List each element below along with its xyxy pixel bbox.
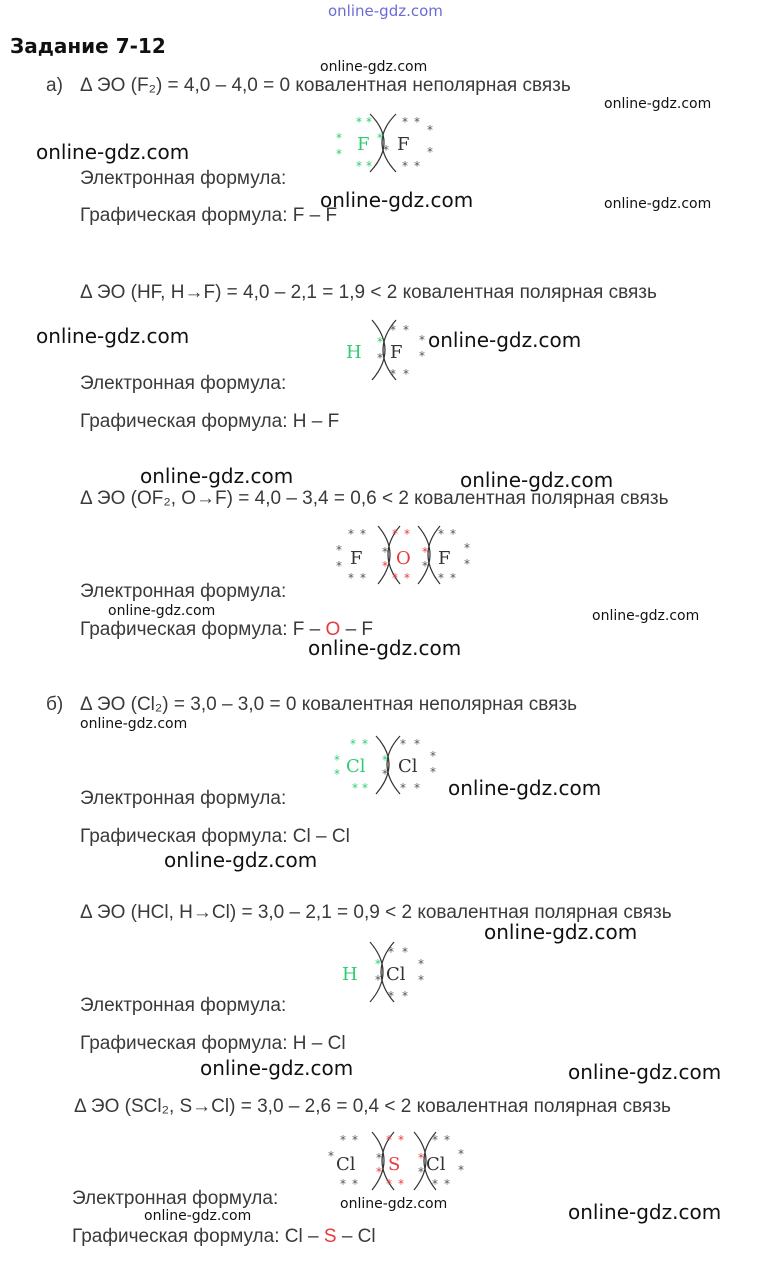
electron: * bbox=[400, 737, 406, 751]
atom-cl: Cl bbox=[386, 964, 406, 985]
electron: * bbox=[398, 1133, 404, 1147]
electron: * bbox=[418, 1151, 424, 1165]
electron: * bbox=[352, 1133, 358, 1147]
electron: * bbox=[388, 989, 394, 1003]
graphic-label: Графическая формула: bbox=[72, 1226, 280, 1247]
electron: * bbox=[419, 349, 425, 363]
electron: * bbox=[450, 527, 456, 541]
cl2-electronic-label: Электронная формула: bbox=[80, 788, 287, 809]
atom-cl: Cl bbox=[426, 1154, 446, 1175]
electron: * bbox=[418, 973, 424, 987]
electron: * bbox=[427, 123, 433, 137]
electron: * bbox=[377, 131, 383, 145]
electron: * bbox=[438, 571, 444, 585]
watermark: online-gdz.com bbox=[164, 848, 318, 872]
electron: * bbox=[386, 1177, 392, 1191]
electron: * bbox=[382, 545, 388, 559]
electron: * bbox=[418, 957, 424, 971]
electron: * bbox=[386, 1133, 392, 1147]
electron: * bbox=[432, 1133, 438, 1147]
electron: * bbox=[414, 159, 420, 173]
electron: * bbox=[388, 945, 394, 959]
atom-s-red: S bbox=[388, 1154, 401, 1175]
scl2-graphic-part3: – Cl bbox=[336, 1226, 376, 1247]
graphic-label: Графическая формула: bbox=[80, 1033, 288, 1054]
electron: * bbox=[356, 115, 362, 129]
electron: * bbox=[398, 1177, 404, 1191]
electron: * bbox=[392, 527, 398, 541]
electron: * bbox=[334, 753, 340, 767]
electron: * bbox=[376, 1165, 382, 1179]
electron: * bbox=[400, 781, 406, 795]
electron: * bbox=[430, 765, 436, 779]
cl2-lewis-diagram bbox=[330, 734, 442, 798]
electron: * bbox=[366, 159, 372, 173]
electron: * bbox=[336, 543, 342, 557]
electron: * bbox=[336, 559, 342, 573]
electron: * bbox=[414, 781, 420, 795]
watermark: online-gdz.com bbox=[80, 716, 188, 732]
electron: * bbox=[390, 367, 396, 381]
electron: * bbox=[362, 781, 368, 795]
electron: * bbox=[366, 115, 372, 129]
watermark: online-gdz.com bbox=[200, 1056, 354, 1080]
atom-o-red: O bbox=[396, 548, 411, 569]
electron: * bbox=[402, 159, 408, 173]
electron: * bbox=[336, 131, 342, 145]
electron: * bbox=[382, 559, 388, 573]
electron: * bbox=[375, 973, 381, 987]
electron: * bbox=[383, 143, 389, 157]
atom-f: F bbox=[390, 342, 403, 363]
of2-electronic-label: Электронная формула: bbox=[80, 581, 287, 602]
watermark: online-gdz.com bbox=[428, 328, 582, 352]
electron: * bbox=[414, 737, 420, 751]
watermark: online-gdz.com bbox=[568, 1200, 722, 1224]
watermark: online-gdz.com bbox=[320, 188, 474, 212]
electron: * bbox=[352, 1177, 358, 1191]
electron: * bbox=[348, 571, 354, 585]
of2-lewis-diagram bbox=[332, 524, 482, 588]
electron: * bbox=[458, 1147, 464, 1161]
electron: * bbox=[375, 957, 381, 971]
electron: * bbox=[392, 571, 398, 585]
electron: * bbox=[430, 749, 436, 763]
scl2-equation: Δ ЭО (SCl₂, S→Cl) = 3,0 – 2,6 = 0,4 < 2 ковалентная полярная связь bbox=[74, 1096, 671, 1117]
hf-equation: Δ ЭО (HF, H→F) = 4,0 – 2,1 = 1,9 < 2 ковалентная полярная связь bbox=[80, 282, 657, 303]
watermark: online-gdz.com bbox=[140, 464, 294, 488]
electron: * bbox=[404, 571, 410, 585]
f2-electronic-label: Электронная формула: bbox=[80, 168, 287, 189]
watermark: online-gdz.com bbox=[36, 324, 190, 348]
electron: * bbox=[403, 323, 409, 337]
watermark: online-gdz.com bbox=[568, 1060, 722, 1084]
electron: * bbox=[414, 115, 420, 129]
watermark: online-gdz.com bbox=[308, 636, 462, 660]
electron: * bbox=[427, 145, 433, 159]
electron: * bbox=[422, 559, 428, 573]
atom-cl: Cl bbox=[336, 1154, 356, 1175]
electron: * bbox=[432, 1177, 438, 1191]
electron: * bbox=[377, 351, 383, 365]
electron: * bbox=[402, 115, 408, 129]
electron: * bbox=[444, 1133, 450, 1147]
electron: * bbox=[360, 571, 366, 585]
scl2-lewis-diagram bbox=[326, 1130, 472, 1194]
hf-graphic-formula bbox=[80, 411, 339, 433]
electron: * bbox=[444, 1177, 450, 1191]
electron: * bbox=[403, 367, 409, 381]
watermark: online-gdz.com bbox=[448, 776, 602, 800]
watermark: online-gdz.com bbox=[144, 1208, 252, 1224]
electron: * bbox=[382, 767, 388, 781]
electron: * bbox=[402, 989, 408, 1003]
electron: * bbox=[356, 159, 362, 173]
graphic-label: Графическая формула: bbox=[80, 205, 288, 226]
scl2-graphic-formula bbox=[72, 1226, 376, 1248]
electron: * bbox=[328, 1149, 334, 1163]
hcl-equation: Δ ЭО (HCl, H→Cl) = 3,0 – 2,1 = 0,9 < 2 ковалентная полярная связь bbox=[80, 902, 672, 923]
electron: * bbox=[418, 1165, 424, 1179]
electron: * bbox=[360, 527, 366, 541]
of2-graphic-part3: – F bbox=[340, 619, 374, 640]
part-a-marker: а) bbox=[46, 75, 63, 96]
atom-h-green: H bbox=[342, 964, 358, 985]
atom-h-green: H bbox=[346, 342, 362, 363]
electron: * bbox=[450, 571, 456, 585]
electron: * bbox=[340, 1133, 346, 1147]
atom-f: F bbox=[438, 548, 451, 569]
watermark: online-gdz.com bbox=[320, 59, 428, 75]
f2-lewis-diagram bbox=[330, 112, 440, 176]
electron: * bbox=[336, 147, 342, 161]
page-title: Задание 7-12 bbox=[10, 34, 166, 58]
electron: * bbox=[419, 333, 425, 347]
hcl-graphic-value: H – Cl bbox=[292, 1033, 346, 1054]
scl2-graphic-sulfur: S bbox=[323, 1226, 337, 1247]
electron: * bbox=[464, 557, 470, 571]
f2-graphic-value: F – F bbox=[292, 205, 338, 226]
f2-graphic-formula bbox=[80, 205, 337, 227]
atom-cl: Cl bbox=[398, 756, 418, 777]
hf-electronic-label: Электронная формула: bbox=[80, 373, 287, 394]
scl2-electronic-label: Электронная формула: bbox=[72, 1188, 279, 1209]
electron: * bbox=[376, 1151, 382, 1165]
electron: * bbox=[348, 527, 354, 541]
part-b-marker: б) bbox=[46, 694, 64, 715]
graphic-label: Графическая формула: bbox=[80, 619, 288, 640]
electron: * bbox=[402, 945, 408, 959]
hcl-electronic-label: Электронная формула: bbox=[80, 995, 287, 1016]
electron: * bbox=[352, 781, 358, 795]
watermark: online-gdz.com bbox=[604, 196, 712, 212]
of2-graphic-part1: F – bbox=[292, 619, 326, 640]
graphic-label: Графическая формула: bbox=[80, 826, 288, 847]
watermark: online-gdz.com bbox=[340, 1196, 448, 1212]
electron: * bbox=[340, 1177, 346, 1191]
cl2-graphic-formula bbox=[80, 826, 350, 848]
of2-graphic-oxygen: O bbox=[325, 619, 341, 640]
top-watermark: online-gdz.com bbox=[328, 2, 443, 20]
electron: * bbox=[438, 527, 444, 541]
hf-graphic-value: H – F bbox=[292, 411, 340, 432]
graphic-label: Графическая формула: bbox=[80, 411, 288, 432]
scl2-graphic-part1: Cl – bbox=[284, 1226, 324, 1247]
atom-f-green: F bbox=[357, 134, 370, 155]
watermark: online-gdz.com bbox=[36, 140, 190, 164]
atom-cl-green: Cl bbox=[346, 756, 366, 777]
watermark: online-gdz.com bbox=[592, 608, 700, 624]
f2-equation: Δ ЭО (F₂) = 4,0 – 4,0 = 0 ковалентная неполярная связь bbox=[80, 75, 571, 96]
watermark: online-gdz.com bbox=[604, 96, 712, 112]
electron: * bbox=[382, 753, 388, 767]
hf-lewis-diagram bbox=[340, 318, 430, 384]
of2-equation: Δ ЭО (OF₂, O→F) = 4,0 – 3,4 = 0,6 < 2 ковалентная полярная связь bbox=[80, 488, 669, 509]
watermark: online-gdz.com bbox=[460, 468, 614, 492]
atom-f: F bbox=[350, 548, 363, 569]
electron: * bbox=[350, 737, 356, 751]
hcl-lewis-diagram bbox=[336, 940, 436, 1006]
electron: * bbox=[404, 527, 410, 541]
electron: * bbox=[377, 335, 383, 349]
electron: * bbox=[422, 545, 428, 559]
watermark: online-gdz.com bbox=[108, 603, 216, 619]
electron: * bbox=[334, 767, 340, 781]
electron: * bbox=[464, 541, 470, 555]
electron: * bbox=[390, 323, 396, 337]
cl2-equation: Δ ЭО (Cl₂) = 3,0 – 3,0 = 0 ковалентная неполярная связь bbox=[80, 694, 578, 715]
hcl-graphic-formula bbox=[80, 1033, 346, 1055]
watermark: online-gdz.com bbox=[484, 920, 638, 944]
electron: * bbox=[458, 1163, 464, 1177]
electron: * bbox=[362, 737, 368, 751]
cl2-graphic-value: Cl – Cl bbox=[292, 826, 350, 847]
atom-f: F bbox=[397, 134, 410, 155]
